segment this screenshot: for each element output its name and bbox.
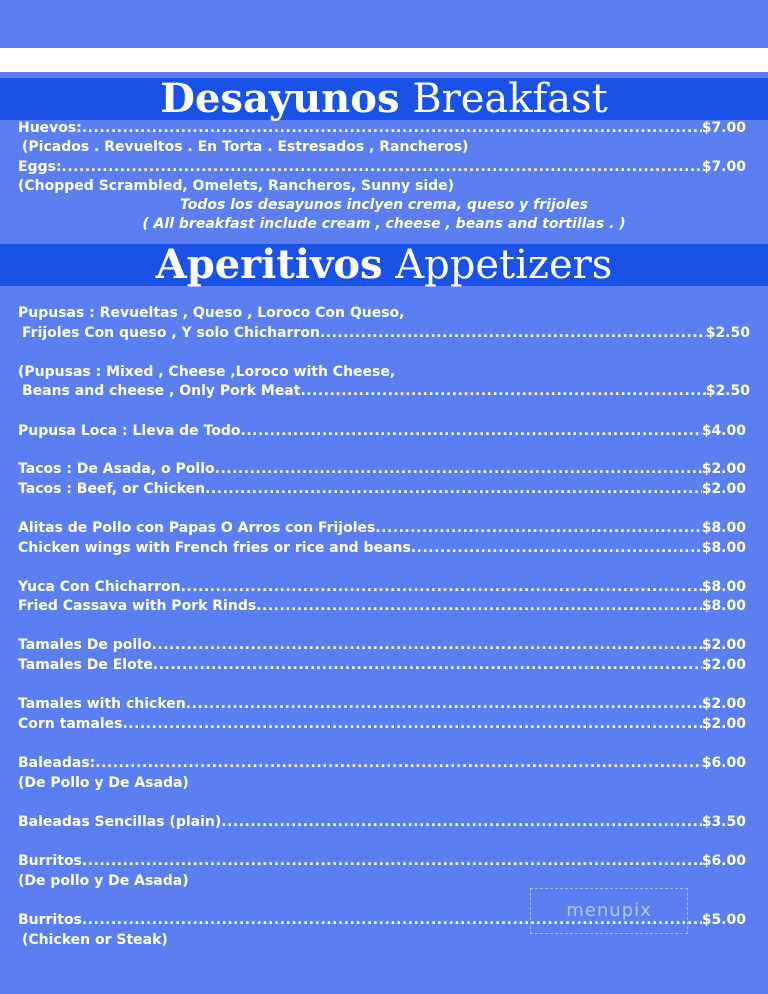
item-price: $8.00 — [701, 540, 746, 556]
appetizers-title-en: Appetizers — [395, 242, 613, 288]
breakfast-title-es: Desayunos — [160, 75, 400, 122]
item-label: Tacos : De Asada, o Pollo — [18, 461, 215, 477]
white-band — [0, 48, 768, 72]
menu-item-corn-tamales — [18, 714, 746, 734]
menu-item-pupusas-en — [18, 381, 750, 401]
item-price: $4.00 — [701, 423, 746, 439]
breakfast-note-es: Todos los desayunos inclyen crema, queso y frijoles — [180, 197, 588, 213]
menu-item-burritos-es — [18, 851, 746, 871]
menu-item-baleadas — [18, 753, 746, 773]
menu-item-eggs — [18, 157, 746, 177]
menu-item-tacos-en — [18, 479, 746, 499]
item-label: Burritos — [18, 912, 82, 928]
breakfast-note-en: ( All breakfast include cream , cheese , beans and tortillas . ) — [142, 216, 626, 232]
menu-item-alitas-es — [18, 518, 746, 538]
menu-item-tamales-elote — [18, 655, 746, 675]
item-price: $2.50 — [705, 383, 750, 399]
eggs-description: (Chopped Scrambled, Omelets, Rancheros, Sunny side) — [18, 178, 455, 194]
appetizers-title-es: Aperitivos — [155, 241, 383, 288]
item-label: Pupusa Loca : Lleva de Todo — [18, 423, 241, 439]
item-label: Corn tamales — [18, 716, 123, 732]
item-price: $2.00 — [701, 696, 746, 712]
item-label: Alitas de Pollo con Papas O Arros con Frijoles — [18, 520, 376, 536]
item-label: Tamales with chicken — [18, 696, 186, 712]
item-label: Tamales De pollo — [18, 637, 152, 653]
item-label: Tacos : Beef, or Chicken — [18, 481, 206, 497]
item-price: $2.00 — [701, 657, 746, 673]
menu-item-huevos — [18, 118, 746, 138]
item-price: $2.50 — [705, 325, 750, 341]
item-label: Huevos: — [18, 120, 82, 136]
item-price: $2.00 — [701, 481, 746, 497]
item-label: Burritos — [18, 853, 82, 869]
menu-item-pupusas-es — [18, 323, 750, 343]
item-label: Beans and cheese , Only Pork Meat — [22, 383, 301, 399]
item-label: Frijoles Con queso , Y solo Chicharron — [22, 325, 320, 341]
menu-item-tamales-chicken — [18, 694, 746, 714]
item-price: $3.50 — [701, 814, 746, 830]
huevos-description: (Picados . Revueltos . En Torta . Estresados , Rancheros) — [22, 139, 469, 155]
item-price: $2.00 — [701, 716, 746, 732]
item-price: $7.00 — [701, 159, 746, 175]
item-label: Fried Cassava with Pork Rinds — [18, 598, 257, 614]
baleadas-description: (De Pollo y De Asada) — [18, 775, 189, 791]
menupix-watermark: menupix — [530, 888, 688, 934]
menu-item-yuca-en — [18, 596, 746, 616]
burritos-es-description: (De pollo y De Asada) — [18, 873, 189, 889]
burritos-en-description: (Chicken or Steak) — [22, 932, 168, 948]
item-label: Tamales De Elote — [18, 657, 153, 673]
item-price: $6.00 — [701, 755, 746, 771]
item-price: $8.00 — [701, 520, 746, 536]
menu-item-tacos-es — [18, 459, 746, 479]
pupusas-es-line1: Pupusas : Revueltas , Queso , Loroco Con Queso, — [18, 305, 405, 321]
item-label: Chicken wings with French fries or rice and beans — [18, 540, 411, 556]
appetizers-banner — [0, 241, 768, 288]
item-label: Eggs: — [18, 159, 62, 175]
menu-item-tamales-pollo — [18, 635, 746, 655]
item-label: Baleadas Sencillas (plain) — [18, 814, 222, 830]
breakfast-title-en: Breakfast — [412, 76, 608, 122]
item-price: $5.00 — [701, 912, 746, 928]
item-label: Baleadas: — [18, 755, 96, 771]
menu-item-baleadas-sencillas — [18, 812, 746, 832]
menu-item-alitas-en — [18, 538, 746, 558]
item-price: $8.00 — [701, 598, 746, 614]
menu-item-pupusa-loca — [18, 421, 746, 441]
breakfast-banner — [0, 75, 768, 122]
item-price: $8.00 — [701, 579, 746, 595]
item-price: $2.00 — [701, 637, 746, 653]
item-price: $2.00 — [701, 461, 746, 477]
pupusas-en-line1: (Pupusas : Mixed , Cheese ,Loroco with Cheese, — [18, 364, 396, 380]
item-price: $7.00 — [701, 120, 746, 136]
item-label: Yuca Con Chicharron — [18, 579, 181, 595]
menu-item-yuca-es — [18, 577, 746, 597]
item-price: $6.00 — [701, 853, 746, 869]
